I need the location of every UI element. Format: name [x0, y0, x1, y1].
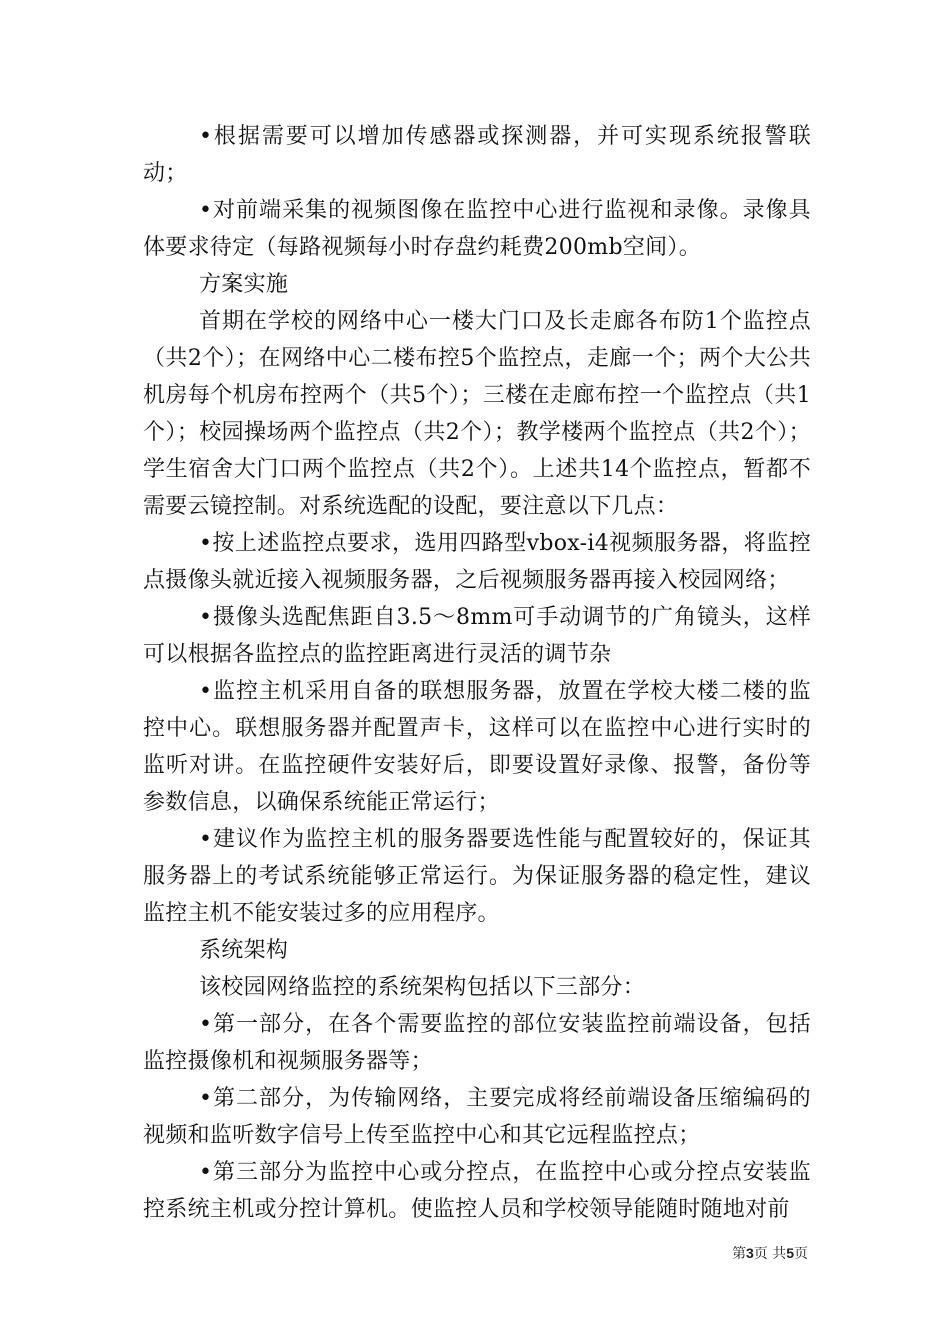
heading-implementation: 方案实施	[199, 272, 289, 297]
paragraph-monitoring-host: •监控主机采用自备的联想服务器，放置在学校大楼二楼的监控中心。联想服务器并配置声卡，这样可以在监控中心进行实时的监听对讲。在监控硬件安装好后，即要设置好录像、报警，备份等参数信息，以确保系统能正常运行；	[143, 679, 811, 815]
paragraph-architecture-intro: 该校园网络监控的系统架构包括以下三部分：	[199, 975, 646, 1000]
footer-total-pages: 5	[786, 1245, 794, 1261]
paragraph-part-two: •第二部分，为传输网络，主要完成将经前端设备压缩编码的视频和监听数字信号上传至监控中心和其它远程监控点；	[143, 1086, 811, 1148]
footer-middle: 页 共	[753, 1246, 787, 1262]
footer-prefix: 第	[731, 1246, 746, 1262]
paragraph-part-three: •第三部分为监控中心或分控点，在监控中心或分控点安装监控系统主机或分控计算机。使监控人员和学校领导能随时随地对前	[143, 1160, 811, 1222]
paragraph-server-recommendation: •建议作为监控主机的服务器要选性能与配置较好的，保证其服务器上的考试系统能够正常运行。为保证服务器的稳定性，建议监控主机不能安装过多的应用程序。	[143, 827, 811, 926]
paragraph-part-one: •第一部分，在各个需要监控的部位安装监控前端设备，包括监控摄像机和视频服务器等；	[143, 1012, 811, 1074]
paragraph-camera-lens: •摄像头选配焦距自3.5～8mm可手动调节的广角镜头，这样可以根据各监控点的监控距离进行灵活的调节杂	[143, 605, 811, 667]
document-body	[143, 118, 811, 1228]
footer-current-page: 3	[745, 1245, 754, 1261]
paragraph-video-server: •按上述监控点要求，选用四路型vbox-i4视频服务器，将监控点摄像头就近接入视频服务器，之后视频服务器再接入校园网络；	[143, 531, 811, 593]
heading-architecture: 系统架构	[199, 938, 289, 963]
paragraph-sensor-alarm: •根据需要可以增加传感器或探测器，并可实现系统报警联动；	[143, 124, 811, 186]
paragraph-video-recording: •对前端采集的视频图像在监控中心进行监视和录像。录像具体要求待定（每路视频每小时存盘约耗费200mb空间）。	[143, 198, 811, 260]
page-footer	[732, 1244, 808, 1263]
paragraph-monitoring-points: 首期在学校的网络中心一楼大门口及长走廊各布防1个监控点（共2个）；在网络中心二楼布控5个监控点，走廊一个；两个大公共机房每个机房布控两个（共5个）；三楼在走廊布控一个监控点（共1个）；校园操场两个监控点（共2个）；教学楼两个监控点（共2个）；学生宿舍大门口两个监控点（共2个）。上述共14个监控点，暂都不需要云镜控制。对系统选配的设配，要注意以下几点：	[143, 309, 811, 519]
footer-suffix: 页	[794, 1246, 808, 1262]
